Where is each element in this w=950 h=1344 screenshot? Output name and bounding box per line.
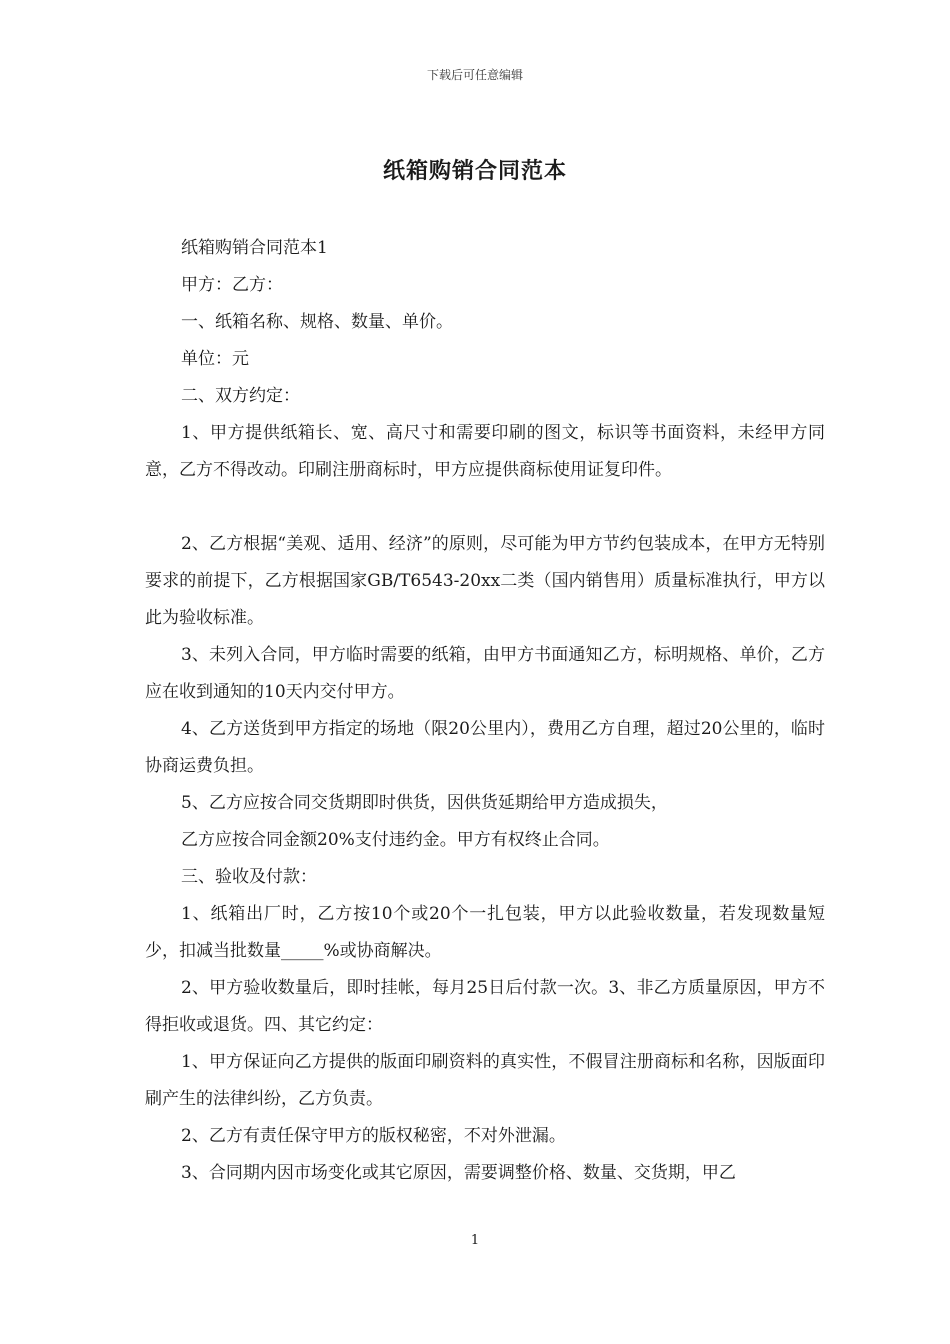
paragraph-clause-4-3: 3、合同期内因市场变化或其它原因，需要调整价格、数量、交货期，甲乙	[181, 1163, 736, 1183]
paragraph-clause-2-2: 2、乙方根据“美观、适用、经济”的原则，尽可能为甲方节约包装成本，在甲方无特别要求的前提下，乙方根据国家GB/T6543-20xx二类（国内销售用）质量标准执行，甲方以此为验收标准。	[145, 534, 825, 628]
paragraph-clause-2-4: 4、乙方送货到甲方指定的场地（限20公里内），费用乙方自理，超过20公里的，临时协商运费负担。	[145, 719, 825, 776]
header-note: 下载后可任意编辑	[426, 68, 523, 82]
document-body	[145, 230, 825, 1192]
paragraph-clause-3-1: 1、纸箱出厂时，乙方按10个或20个一扎包装，甲方以此验收数量，若发现数量短少，扣减当批数量_____%或协商解决。	[145, 904, 825, 961]
paragraph-parties: 甲方：乙方：	[181, 275, 283, 295]
paragraph-section-1: 一、纸箱名称、规格、数量、单价。	[181, 312, 453, 332]
paragraph-clause-4-1: 1、甲方保证向乙方提供的版面印刷资料的真实性，不假冒注册商标和名称，因版面印刷产生的法律纠纷，乙方负责。	[145, 1052, 825, 1109]
paragraph-clause-3-2: 2、甲方验收数量后，即时挂帐，每月25日后付款一次。3、非乙方质量原因，甲方不得拒收或退货。四、其它约定：	[145, 978, 825, 1035]
paragraph-section-2: 二、双方约定：	[181, 386, 300, 406]
page-number: 1	[470, 1233, 480, 1248]
paragraph-unit: 单位：元	[181, 349, 249, 369]
document-title: 纸箱购销合同范本	[382, 159, 567, 184]
paragraph-clause-2-1: 1、甲方提供纸箱长、宽、高尺寸和需要印刷的图文，标识等书面资料，未经甲方同意，乙方不得改动。印刷注册商标时，甲方应提供商标使用证复印件。	[145, 423, 825, 480]
paragraph-subtitle: 纸箱购销合同范本1	[181, 238, 328, 258]
paragraph-clause-2-3: 3、未列入合同，甲方临时需要的纸箱，由甲方书面通知乙方，标明规格、单价，乙方应在收到通知的10天内交付甲方。	[145, 645, 825, 702]
paragraph-clause-4-2: 2、乙方有责任保守甲方的版权秘密，不对外泄漏。	[181, 1126, 566, 1146]
paragraph-clause-2-5-cont: 乙方应按合同金额20%支付违约金。甲方有权终止合同。	[181, 830, 610, 850]
paragraph-section-3: 三、验收及付款：	[181, 867, 317, 887]
paragraph-clause-2-5: 5、乙方应按合同交货期即时供货，因供货延期给甲方造成损失，	[181, 793, 668, 813]
